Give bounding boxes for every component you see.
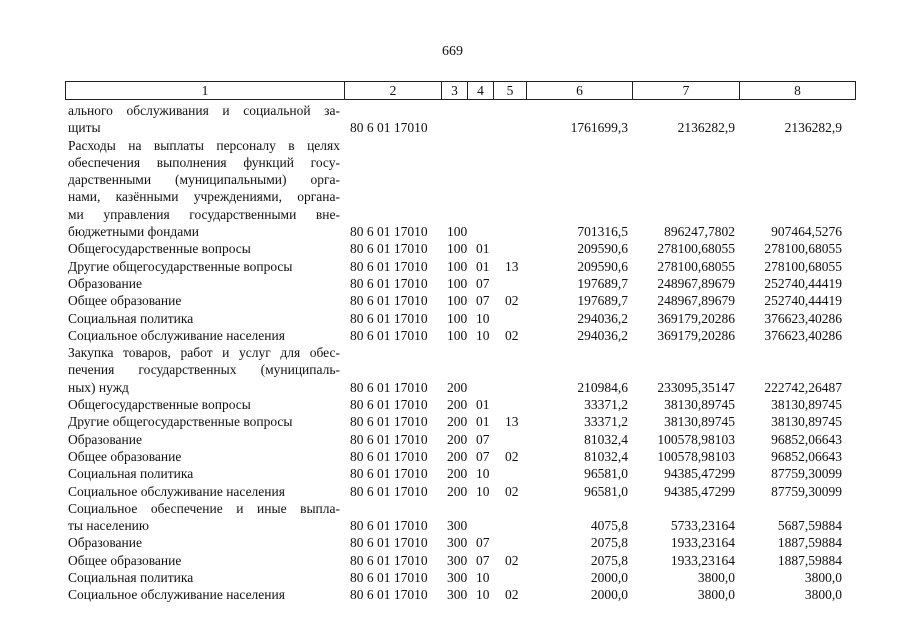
section-code: 10 — [476, 327, 490, 343]
section-code: 01 — [476, 414, 490, 430]
row-name: Социальное обслуживание населения — [68, 483, 285, 499]
amount-column-8: 252740,44419 — [764, 275, 842, 291]
row-name: Общегосударственные вопросы — [68, 397, 251, 413]
target-article-code: 80 6 01 17010 — [350, 275, 428, 291]
column-header-table — [65, 81, 856, 100]
target-article-code: 80 6 01 17010 — [350, 587, 428, 603]
table-row-line — [0, 465, 905, 482]
target-article-code: 80 6 01 17010 — [350, 327, 428, 343]
target-article-code: 80 6 01 17010 — [350, 310, 428, 326]
amount-column-7: 369179,20286 — [657, 327, 735, 343]
column-header-4: 4 — [468, 82, 494, 100]
target-article-code: 80 6 01 17010 — [350, 466, 428, 482]
expense-type-code: 300 — [447, 552, 468, 568]
amount-column-8: 222742,26487 — [764, 379, 842, 395]
amount-column-7: 233095,35147 — [657, 379, 735, 395]
table-row-line — [0, 327, 905, 344]
table-row-line — [0, 396, 905, 413]
target-article-code: 80 6 01 17010 — [350, 552, 428, 568]
amount-column-7: 248967,89679 — [657, 293, 735, 309]
amount-column-6: 197689,7 — [577, 293, 628, 309]
section-code: 01 — [476, 241, 490, 257]
table-row-line — [0, 188, 905, 205]
section-code: 07 — [476, 448, 490, 464]
amount-column-6: 33371,2 — [584, 414, 628, 430]
row-name: Социальное обеспечение и иные выпла- — [68, 500, 340, 516]
amount-column-6: 81032,4 — [584, 431, 628, 447]
row-name: Социальная политика — [68, 466, 194, 482]
amount-column-8: 96852,06643 — [771, 448, 842, 464]
target-article-code: 80 6 01 17010 — [350, 293, 428, 309]
amount-column-8: 96852,06643 — [771, 431, 842, 447]
section-code: 10 — [476, 483, 490, 499]
column-header-2: 2 — [345, 82, 442, 100]
table-row-line — [0, 361, 905, 378]
amount-column-7: 369179,20286 — [657, 310, 735, 326]
amount-column-7: 2136282,9 — [677, 120, 735, 136]
amount-column-6: 294036,2 — [577, 327, 628, 343]
expense-type-code: 300 — [447, 587, 468, 603]
target-article-code: 80 6 01 17010 — [350, 241, 428, 257]
amount-column-7: 278100,68055 — [657, 241, 735, 257]
table-row-line — [0, 517, 905, 534]
row-name: Общее образование — [68, 552, 182, 568]
amount-column-8: 38130,89745 — [771, 414, 842, 430]
amount-column-6: 209590,6 — [577, 258, 628, 274]
table-row-line — [0, 431, 905, 448]
expense-type-code: 100 — [447, 310, 468, 326]
target-article-code: 80 6 01 17010 — [350, 397, 428, 413]
target-article-code: 80 6 01 17010 — [350, 120, 428, 136]
subsection-code: 13 — [505, 414, 519, 430]
target-article-code: 80 6 01 17010 — [350, 518, 428, 534]
expense-type-code: 300 — [447, 535, 468, 551]
table-row-line — [0, 534, 905, 551]
expense-type-code: 200 — [447, 483, 468, 499]
expense-type-code: 100 — [447, 293, 468, 309]
target-article-code: 80 6 01 17010 — [350, 431, 428, 447]
amount-column-8: 5687,59884 — [777, 518, 842, 534]
row-name: ального обслуживания и социальной за- — [68, 103, 340, 118]
subsection-code: 13 — [505, 258, 519, 274]
amount-column-8: 2136282,9 — [784, 120, 842, 136]
row-name: Социальная политика — [68, 310, 194, 326]
amount-column-8: 87759,30099 — [771, 466, 842, 482]
expense-type-code: 100 — [447, 327, 468, 343]
section-code: 10 — [476, 466, 490, 482]
amount-column-6: 2075,8 — [590, 552, 628, 568]
amount-column-7: 1933,23164 — [670, 535, 735, 551]
row-name: Общее образование — [68, 448, 182, 464]
target-article-code: 80 6 01 17010 — [350, 570, 428, 586]
row-name: печения государственных (муниципаль- — [68, 362, 340, 378]
expense-type-code: 100 — [447, 224, 468, 240]
row-name: Общее образование — [68, 293, 182, 309]
section-code: 10 — [476, 570, 490, 586]
amount-column-7: 896247,7802 — [664, 224, 735, 240]
section-code: 07 — [476, 275, 490, 291]
expense-type-code: 200 — [447, 431, 468, 447]
expense-type-code: 100 — [447, 258, 468, 274]
amount-column-7: 38130,89745 — [664, 397, 735, 413]
amount-column-6: 210984,6 — [577, 379, 628, 395]
amount-column-7: 100578,98103 — [657, 448, 735, 464]
target-article-code: 80 6 01 17010 — [350, 483, 428, 499]
page-number: 669 — [442, 44, 463, 59]
amount-column-8: 1887,59884 — [777, 535, 842, 551]
column-header-row — [66, 82, 856, 100]
amount-column-6: 2075,8 — [590, 535, 628, 551]
amount-column-6: 2000,0 — [590, 587, 628, 603]
section-code: 10 — [476, 310, 490, 326]
row-name: ми управления государственными вне- — [68, 206, 340, 222]
section-code: 07 — [476, 293, 490, 309]
table-row-line — [0, 379, 905, 396]
subsection-code: 02 — [505, 293, 519, 309]
subsection-code: 02 — [505, 327, 519, 343]
row-name: нами, казёнными учреждениями, органа- — [68, 189, 340, 205]
amount-column-6: 33371,2 — [584, 397, 628, 413]
target-article-code: 80 6 01 17010 — [350, 258, 428, 274]
expense-type-code: 200 — [447, 414, 468, 430]
row-name: Другие общегосударственные вопросы — [68, 258, 293, 274]
row-name: Закупка товаров, работ и услуг для обес- — [68, 345, 340, 361]
row-name: Социальное обслуживание населения — [68, 327, 285, 343]
subsection-code: 02 — [505, 587, 519, 603]
subsection-code: 02 — [505, 483, 519, 499]
expense-type-code: 300 — [447, 570, 468, 586]
amount-column-7: 1933,23164 — [670, 552, 735, 568]
table-row-line — [0, 102, 905, 119]
target-article-code: 80 6 01 17010 — [350, 448, 428, 464]
row-name: ты населению — [68, 518, 149, 534]
table-row-line — [0, 240, 905, 257]
amount-column-8: 3800,0 — [804, 570, 842, 586]
section-code: 07 — [476, 535, 490, 551]
amount-column-7: 3800,0 — [697, 570, 735, 586]
expense-type-code: 200 — [447, 448, 468, 464]
amount-column-6: 81032,4 — [584, 448, 628, 464]
amount-column-7: 94385,47299 — [664, 466, 735, 482]
column-header-6: 6 — [527, 82, 633, 100]
expense-type-code: 100 — [447, 241, 468, 257]
amount-column-6: 294036,2 — [577, 310, 628, 326]
amount-column-8: 278100,68055 — [764, 258, 842, 274]
amount-column-8: 907464,5276 — [771, 224, 842, 240]
amount-column-8: 376623,40286 — [764, 327, 842, 343]
column-header-3: 3 — [442, 82, 468, 100]
row-name: ных) нужд — [68, 379, 129, 395]
amount-column-6: 197689,7 — [577, 275, 628, 291]
column-header-1: 1 — [66, 82, 345, 100]
amount-column-6: 4075,8 — [590, 518, 628, 534]
table-row-line — [0, 344, 905, 361]
table-row-line — [0, 500, 905, 517]
table-row-line — [0, 137, 905, 154]
row-name: дарственными (муниципальными) орга- — [68, 172, 340, 188]
table-row-line — [0, 223, 905, 240]
table-row-line — [0, 552, 905, 569]
amount-column-7: 100578,98103 — [657, 431, 735, 447]
row-name: бюджетными фондами — [68, 224, 199, 240]
expense-type-code: 300 — [447, 518, 468, 534]
section-code: 07 — [476, 431, 490, 447]
row-name: Образование — [68, 275, 142, 291]
expense-type-code: 200 — [447, 466, 468, 482]
section-code: 10 — [476, 587, 490, 603]
section-code: 07 — [476, 552, 490, 568]
amount-column-8: 252740,44419 — [764, 293, 842, 309]
amount-column-8: 278100,68055 — [764, 241, 842, 257]
amount-column-8: 1887,59884 — [777, 552, 842, 568]
table-row-line — [0, 586, 905, 603]
row-name: щиты — [68, 120, 101, 136]
amount-column-7: 278100,68055 — [657, 258, 735, 274]
section-code: 01 — [476, 258, 490, 274]
row-name: обеспечения выполнения функций госу- — [68, 154, 340, 170]
column-header-8: 8 — [740, 82, 856, 100]
amount-column-8: 376623,40286 — [764, 310, 842, 326]
row-name: Общегосударственные вопросы — [68, 241, 251, 257]
row-name: Социальная политика — [68, 570, 194, 586]
amount-column-6: 701316,5 — [577, 224, 628, 240]
amount-column-8: 38130,89745 — [771, 397, 842, 413]
subsection-code: 02 — [505, 552, 519, 568]
table-row-line — [0, 310, 905, 327]
amount-column-8: 87759,30099 — [771, 483, 842, 499]
expense-type-code: 200 — [447, 379, 468, 395]
amount-column-7: 5733,23164 — [670, 518, 735, 534]
budget-table-body — [0, 102, 905, 604]
table-row-line — [0, 154, 905, 171]
table-row-line — [0, 292, 905, 309]
amount-column-6: 2000,0 — [590, 570, 628, 586]
table-row-line — [0, 569, 905, 586]
section-code: 01 — [476, 397, 490, 413]
amount-column-7: 3800,0 — [697, 587, 735, 603]
table-row-line — [0, 483, 905, 500]
amount-column-7: 248967,89679 — [657, 275, 735, 291]
amount-column-6: 209590,6 — [577, 241, 628, 257]
target-article-code: 80 6 01 17010 — [350, 414, 428, 430]
row-name: Другие общегосударственные вопросы — [68, 414, 293, 430]
amount-column-7: 94385,47299 — [664, 483, 735, 499]
column-header-7: 7 — [633, 82, 740, 100]
row-name: Образование — [68, 431, 142, 447]
subsection-code: 02 — [505, 448, 519, 464]
amount-column-6: 1761699,3 — [570, 120, 628, 136]
table-row-line — [0, 413, 905, 430]
expense-type-code: 100 — [447, 275, 468, 291]
amount-column-7: 38130,89745 — [664, 414, 735, 430]
row-name: Социальное обслуживание населения — [68, 587, 285, 603]
table-row-line — [0, 258, 905, 275]
column-header-5: 5 — [494, 82, 527, 100]
table-row-line — [0, 119, 905, 136]
expense-type-code: 200 — [447, 397, 468, 413]
target-article-code: 80 6 01 17010 — [350, 224, 428, 240]
amount-column-8: 3800,0 — [804, 587, 842, 603]
table-row-line — [0, 171, 905, 188]
target-article-code: 80 6 01 17010 — [350, 379, 428, 395]
amount-column-6: 96581,0 — [584, 466, 628, 482]
table-row-line — [0, 448, 905, 465]
amount-column-6: 96581,0 — [584, 483, 628, 499]
table-row-line — [0, 206, 905, 223]
row-name: Расходы на выплаты персоналу в целях — [68, 137, 340, 153]
target-article-code: 80 6 01 17010 — [350, 535, 428, 551]
table-row-line — [0, 275, 905, 292]
row-name: Образование — [68, 535, 142, 551]
